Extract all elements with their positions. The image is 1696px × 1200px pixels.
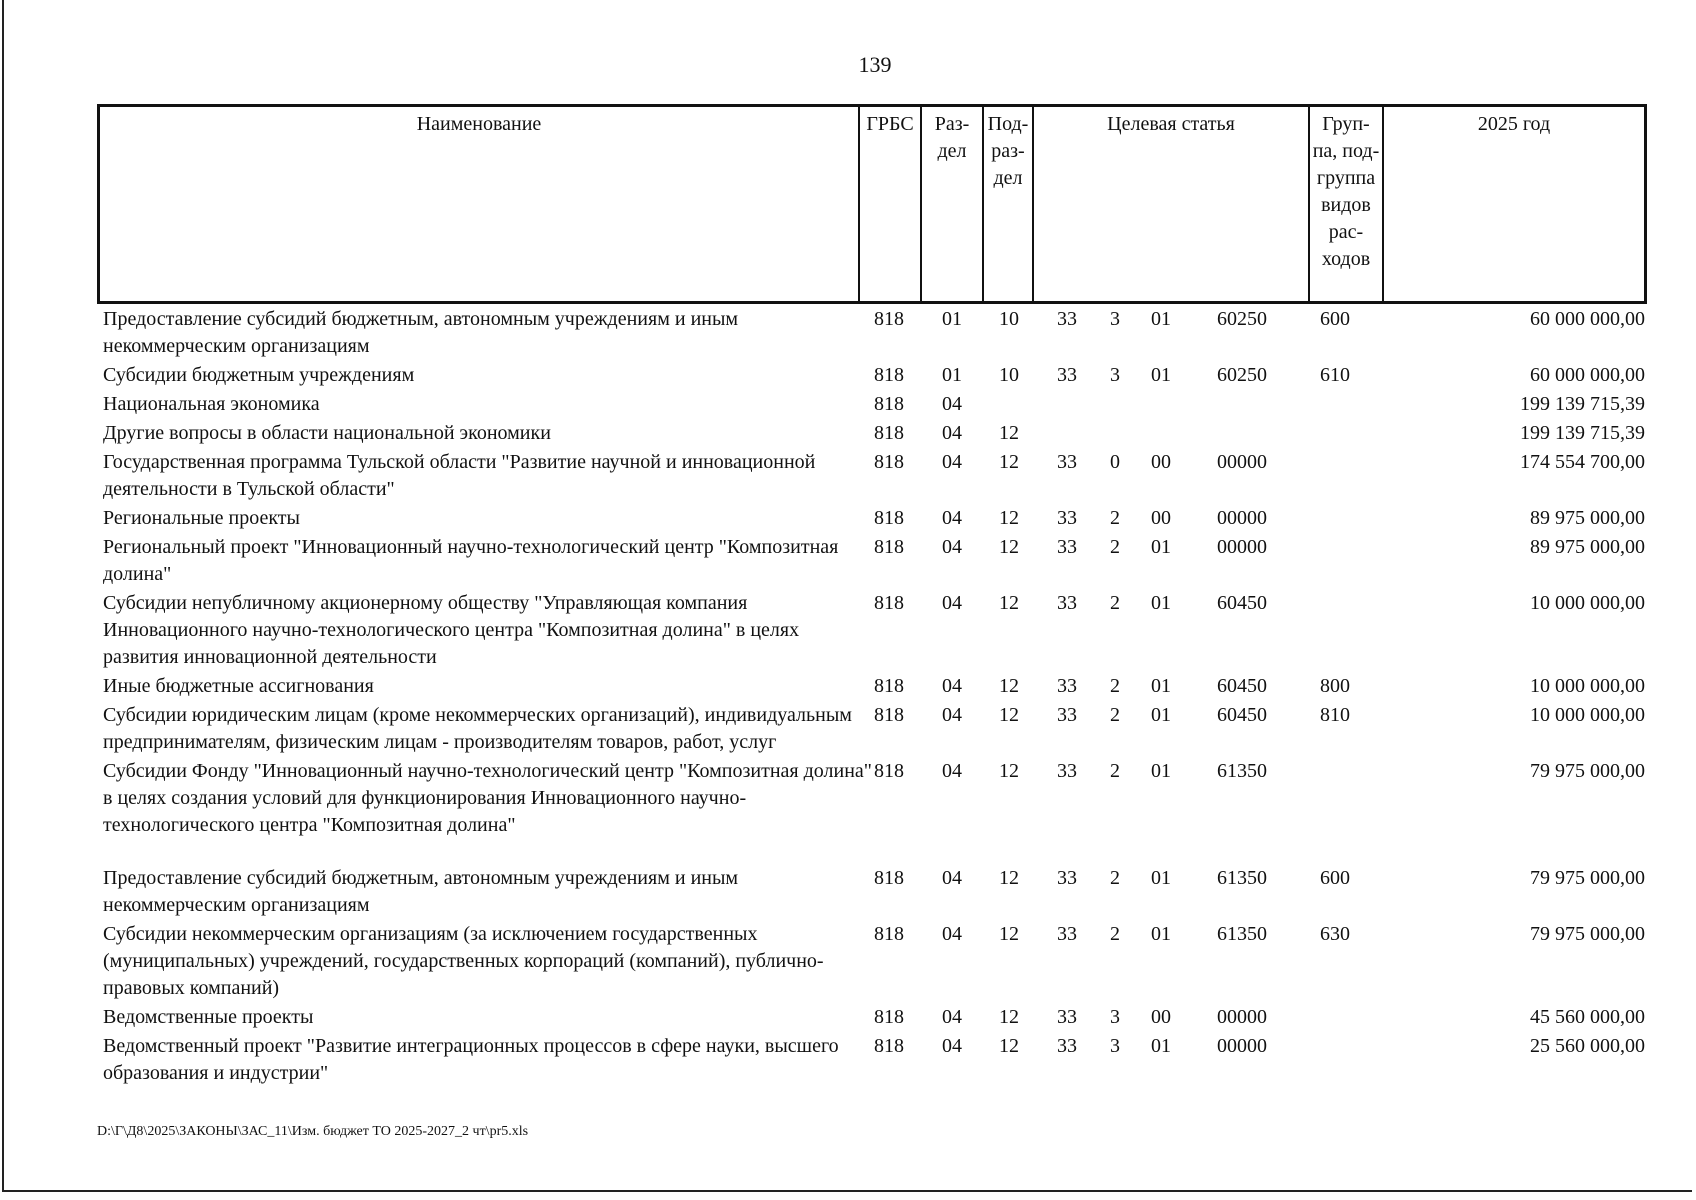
target-direction-cell: 61350 [1217, 867, 1267, 889]
target-subprogram-cell: 00 [1151, 451, 1171, 473]
target-type-cell: 2 [1110, 704, 1120, 726]
razdel-cell: 04 [942, 867, 962, 889]
podrazdel-cell: 12 [999, 507, 1019, 529]
razdel-cell: 04 [942, 704, 962, 726]
target-type-cell: 3 [1110, 364, 1120, 386]
target-type-cell: 0 [1110, 451, 1120, 473]
target-program-cell: 33 [1057, 675, 1077, 697]
page-frame-left [2, 0, 4, 1192]
razdel-cell: 04 [942, 451, 962, 473]
table-row [97, 756, 1647, 863]
grbs-cell: 818 [874, 1035, 904, 1057]
amount-cell: 79 975 000,00 [1530, 760, 1645, 782]
grbs-cell: 818 [874, 704, 904, 726]
grbs-cell: 818 [874, 451, 904, 473]
grbs-cell: 818 [874, 1006, 904, 1028]
target-subprogram-cell: 00 [1151, 1006, 1171, 1028]
table-row [97, 532, 1647, 588]
grbs-cell: 818 [874, 675, 904, 697]
target-type-cell: 2 [1110, 923, 1120, 945]
target-program-cell: 33 [1057, 308, 1077, 330]
podrazdel-cell: 12 [999, 451, 1019, 473]
amount-cell: 79 975 000,00 [1530, 867, 1645, 889]
amount-cell: 60 000 000,00 [1530, 308, 1645, 330]
row-name: Ведомственные проекты [103, 1006, 314, 1028]
row-name: Ведомственный проект "Развитие интеграционных процессов в сфере науки, высшего образования и индустрии" [103, 1035, 839, 1084]
amount-cell: 60 000 000,00 [1530, 364, 1645, 386]
razdel-cell: 04 [942, 923, 962, 945]
amount-cell: 10 000 000,00 [1530, 704, 1645, 726]
target-program-cell: 33 [1057, 1035, 1077, 1057]
target-subprogram-cell: 01 [1151, 675, 1171, 697]
row-name: Региональный проект "Инновационный научно-технологический центр "Композитная долина" [103, 536, 839, 585]
row-name: Субсидии юридическим лицам (кроме некоммерческих организаций), индивидуальным предпринимателям, физическим лицам - производителям товаров, работ, услуг [103, 704, 852, 753]
target-type-cell: 3 [1110, 1006, 1120, 1028]
target-type-cell: 2 [1110, 867, 1120, 889]
razdel-cell: 04 [942, 422, 962, 444]
target-direction-cell: 61350 [1217, 923, 1267, 945]
podrazdel-cell: 12 [999, 536, 1019, 558]
header-razdel: Раз- дел [920, 107, 982, 301]
target-subprogram-cell: 01 [1151, 592, 1171, 614]
target-type-cell: 2 [1110, 536, 1120, 558]
podrazdel-cell: 12 [999, 592, 1019, 614]
target-program-cell: 33 [1057, 536, 1077, 558]
amount-cell: 10 000 000,00 [1530, 592, 1645, 614]
podrazdel-cell: 12 [999, 675, 1019, 697]
amount-cell: 45 560 000,00 [1530, 1006, 1645, 1028]
razdel-cell: 04 [942, 760, 962, 782]
razdel-cell: 04 [942, 536, 962, 558]
grbs-cell: 818 [874, 923, 904, 945]
grbs-cell: 818 [874, 364, 904, 386]
grbs-cell: 818 [874, 308, 904, 330]
target-subprogram-cell: 01 [1151, 364, 1171, 386]
page-number: 139 [858, 52, 892, 77]
table-row [97, 863, 1647, 919]
razdel-cell: 04 [942, 592, 962, 614]
razdel-cell: 04 [942, 393, 962, 415]
grbs-cell: 818 [874, 867, 904, 889]
target-subprogram-cell: 01 [1151, 1035, 1171, 1057]
amount-cell: 89 975 000,00 [1530, 536, 1645, 558]
header-year-2025: 2025 год [1382, 107, 1644, 301]
row-name: Субсидии Фонду "Инновационный научно-технологический центр "Композитная долина" в целях создания условий для функционирования Инновационного научно-технологического центра "Композитная долина" [103, 760, 872, 836]
table-row [97, 360, 1647, 389]
target-subprogram-cell: 00 [1151, 507, 1171, 529]
table-row [97, 1031, 1647, 1087]
target-program-cell: 33 [1057, 1006, 1077, 1028]
target-direction-cell: 00000 [1217, 1006, 1267, 1028]
razdel-cell: 04 [942, 1006, 962, 1028]
grbs-cell: 818 [874, 760, 904, 782]
target-direction-cell: 00000 [1217, 536, 1267, 558]
expense-group-cell: 600 [1320, 308, 1350, 330]
expense-group-cell: 630 [1320, 923, 1350, 945]
target-program-cell: 33 [1057, 760, 1077, 782]
row-name: Предоставление субсидий бюджетным, автономным учреждениям и иным некоммерческим организациям [103, 867, 739, 916]
table-row [97, 700, 1647, 756]
target-program-cell: 33 [1057, 364, 1077, 386]
table-body [97, 304, 1647, 1087]
target-direction-cell: 60250 [1217, 364, 1267, 386]
target-program-cell: 33 [1057, 592, 1077, 614]
row-name: Другие вопросы в области национальной экономики [103, 422, 551, 444]
target-type-cell: 2 [1110, 675, 1120, 697]
table-header [97, 104, 1647, 304]
header-target-article: Целевая статья [1032, 107, 1308, 301]
table-row [97, 503, 1647, 532]
target-subprogram-cell: 01 [1151, 308, 1171, 330]
target-direction-cell: 00000 [1217, 507, 1267, 529]
target-subprogram-cell: 01 [1151, 760, 1171, 782]
amount-cell: 79 975 000,00 [1530, 923, 1645, 945]
target-subprogram-cell: 01 [1151, 536, 1171, 558]
razdel-cell: 04 [942, 675, 962, 697]
target-program-cell: 33 [1057, 704, 1077, 726]
expense-group-cell: 810 [1320, 704, 1350, 726]
table-row [97, 588, 1647, 671]
target-direction-cell: 00000 [1217, 451, 1267, 473]
target-type-cell: 2 [1110, 760, 1120, 782]
razdel-cell: 04 [942, 507, 962, 529]
target-type-cell: 3 [1110, 308, 1120, 330]
grbs-cell: 818 [874, 592, 904, 614]
target-type-cell: 2 [1110, 507, 1120, 529]
row-name: Предоставление субсидий бюджетным, автономным учреждениям и иным некоммерческим организациям [103, 308, 739, 357]
grbs-cell: 818 [874, 536, 904, 558]
target-direction-cell: 60450 [1217, 592, 1267, 614]
row-name: Национальная экономика [103, 393, 320, 415]
podrazdel-cell: 10 [999, 364, 1019, 386]
amount-cell: 199 139 715,39 [1520, 393, 1645, 415]
target-program-cell: 33 [1057, 451, 1077, 473]
expense-group-cell: 600 [1320, 867, 1350, 889]
target-direction-cell: 60450 [1217, 704, 1267, 726]
razdel-cell: 04 [942, 1035, 962, 1057]
header-name: Наименование [416, 113, 542, 135]
target-subprogram-cell: 01 [1151, 923, 1171, 945]
target-type-cell: 2 [1110, 592, 1120, 614]
razdel-cell: 01 [942, 364, 962, 386]
row-name: Субсидии бюджетным учреждениям [103, 364, 415, 386]
target-program-cell: 33 [1057, 867, 1077, 889]
table-row [97, 304, 1647, 360]
target-direction-cell: 61350 [1217, 760, 1267, 782]
target-program-cell: 33 [1057, 507, 1077, 529]
grbs-cell: 818 [874, 507, 904, 529]
table-row [97, 671, 1647, 700]
target-type-cell: 3 [1110, 1035, 1120, 1057]
page-frame-bottom [2, 1190, 1692, 1192]
target-direction-cell: 60250 [1217, 308, 1267, 330]
expense-group-cell: 610 [1320, 364, 1350, 386]
amount-cell: 174 554 700,00 [1520, 451, 1645, 473]
grbs-cell: 818 [874, 422, 904, 444]
row-name: Региональные проекты [103, 507, 300, 529]
amount-cell: 25 560 000,00 [1530, 1035, 1645, 1057]
target-subprogram-cell: 01 [1151, 867, 1171, 889]
podrazdel-cell: 12 [999, 1035, 1019, 1057]
table-row [97, 919, 1647, 1002]
target-subprogram-cell: 01 [1151, 704, 1171, 726]
expense-group-cell: 800 [1320, 675, 1350, 697]
file-path: D:\Г\Д8\2025\ЗАКОНЫ\ЗАС_11\Изм. бюджет ТО 2025-2027_2 чт\pr5.xls [97, 1124, 529, 1139]
target-program-cell: 33 [1057, 923, 1077, 945]
table-row [97, 418, 1647, 447]
row-name: Субсидии некоммерческим организациям (за исключением государственных (муниципальных) учреждений, государственных корпораций (компаний), публично-правовых компаний) [103, 923, 824, 999]
table-row [97, 447, 1647, 503]
razdel-cell: 01 [942, 308, 962, 330]
row-name: Субсидии непубличному акционерному обществу "Управляющая компания Инновационного научно-технологического центра "Композитная долина" в целях развития инновационной деятельности [103, 592, 800, 668]
target-direction-cell: 00000 [1217, 1035, 1267, 1057]
grbs-cell: 818 [874, 393, 904, 415]
header-expense-group: Груп- па, под- группа видов рас- ходов [1308, 107, 1382, 301]
amount-cell: 89 975 000,00 [1530, 507, 1645, 529]
target-direction-cell: 60450 [1217, 675, 1267, 697]
podrazdel-cell: 12 [999, 760, 1019, 782]
podrazdel-cell: 12 [999, 1006, 1019, 1028]
podrazdel-cell: 12 [999, 867, 1019, 889]
header-podrazdel: Под- раз- дел [982, 107, 1032, 301]
podrazdel-cell: 12 [999, 704, 1019, 726]
row-name: Государственная программа Тульской области "Развитие научной и инновационной деятельности в Тульской области" [103, 451, 816, 500]
row-name: Иные бюджетные ассигнования [103, 675, 374, 697]
table-row [97, 389, 1647, 418]
table-row [97, 1002, 1647, 1031]
amount-cell: 10 000 000,00 [1530, 675, 1645, 697]
podrazdel-cell: 12 [999, 422, 1019, 444]
amount-cell: 199 139 715,39 [1520, 422, 1645, 444]
podrazdel-cell: 10 [999, 308, 1019, 330]
podrazdel-cell: 12 [999, 923, 1019, 945]
header-grbs: ГРБС [858, 107, 920, 301]
